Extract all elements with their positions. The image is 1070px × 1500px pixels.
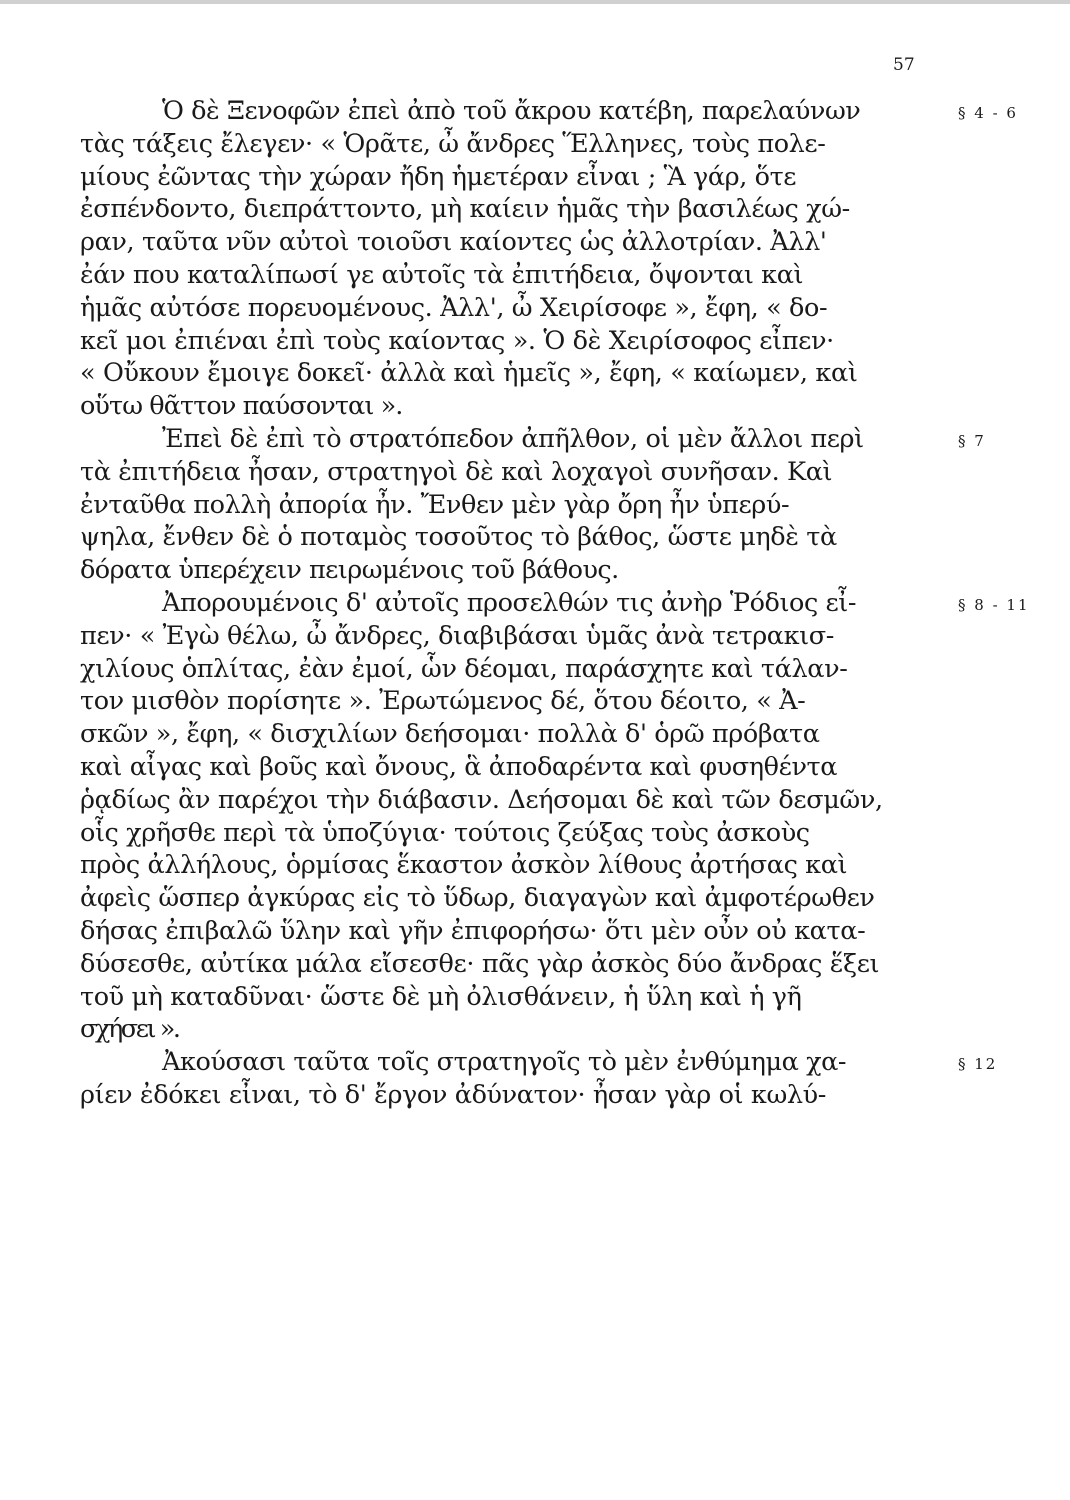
paragraph: [80, 587, 940, 1046]
text-line: καὶ αἶγας καὶ βοῦς καὶ ὄνους, ἃ ἀποδαρέντα καὶ φυσηθέντα: [80, 751, 838, 782]
text-line: πεν· « Ἐγὼ θέλω, ὦ ἄνδρες, διαβιβάσαι ὑμᾶς ἀνὰ τετρακισ-: [80, 620, 835, 651]
text-line: σχήσει ».: [80, 1014, 179, 1045]
text-line: δήσας ἐπιβαλῶ ὕλην καὶ γῆν ἐπιφορήσω· ὅτι μὲν οὖν οὐ κατα-: [80, 915, 866, 946]
text-line: οὕτω θᾶττον παύσονται ».: [80, 391, 403, 422]
text-line: ἐάν που καταλίπωσί γε αὐτοῖς τὰ ἐπιτήδεια, ὄψονται καὶ: [80, 259, 804, 290]
text-line: ραν, ταῦτα νῦν αὐτοὶ τοιοῦσι καίοντες ὡς ἀλλοτρίαν. Ἀλλ': [80, 227, 827, 258]
text-line: τὰς τάξεις ἔλεγεν· « Ὁρᾶτε, ὦ ἄνδρες Ἕλληνες, τοὺς πολε-: [80, 128, 826, 159]
text-line: « Οὔκουν ἔμοιγε δοκεῖ· ἀλλὰ καὶ ἡμεῖς », ἔφη, « καίωμεν, καὶ: [80, 358, 858, 389]
text-line: πρὸς ἀλλήλους, ὁρμίσας ἕκαστον ἀσκὸν λίθους ἀρτήσας καὶ: [80, 850, 848, 881]
text-line: Ἀκούσασι ταῦτα τοῖς στρατηγοῖς τὸ μὲν ἐνθύμημα χα-: [162, 1047, 847, 1078]
text-line: τοῦ μὴ καταδῦναι· ὥστε δὲ μὴ ὀλισθάνειν, ἡ ὕλη καὶ ἡ γῆ: [80, 981, 802, 1012]
text-line: ἐσπένδοντο, διεπράττοντο, μὴ καίειν ἡμᾶς τὴν βασιλέως χώ-: [80, 194, 850, 225]
text-line: Ἐπεὶ δὲ ἐπὶ τὸ στρατόπεδον ἀπῆλθον, οἱ μὲν ἄλλοι περὶ: [162, 423, 864, 454]
paragraph: [80, 1046, 940, 1112]
paragraph: [80, 423, 940, 587]
text-line: μίους ἐῶντας τὴν χώραν ἤδη ἡμετέραν εἶναι ; Ἃ γάρ, ὅτε: [80, 161, 797, 192]
section-reference: § 4 - 6: [958, 104, 1018, 122]
text-line: οἷς χρῆσθε περὶ τὰ ὑποζύγια· τούτοις ζεύξας τοὺς ἀσκοὺς: [80, 817, 810, 848]
text-line: ἐνταῦθα πολλὴ ἀπορία ἦν. Ἔνθεν μὲν γὰρ ὄρη ἦν ὑπερύ-: [80, 489, 790, 520]
text-line: ρίεν ἐδόκει εἶναι, τὸ δ' ἔργον ἀδύνατον· ἦσαν γὰρ οἱ κωλύ-: [80, 1079, 827, 1110]
text-line: τὰ ἐπιτήδεια ἦσαν, στρατηγοὶ δὲ καὶ λοχαγοὶ συνῆσαν. Καὶ: [80, 456, 833, 487]
text-line: χιλίους ὁπλίτας, ἐὰν ἐμοί, ὧν δέομαι, παράσχητε καὶ τάλαν-: [80, 653, 848, 684]
paragraph: [80, 95, 940, 423]
text-line: ψηλα, ἔνθεν δὲ ὁ ποταμὸς τοσοῦτος τὸ βάθος, ὥστε μηδὲ τὰ: [80, 522, 837, 553]
text-line: δύσεσθε, αὐτίκα μάλα εἴσεσθε· πᾶς γὰρ ἀσκὸς δύο ἄνδρας ἕξει: [80, 948, 880, 979]
text-line: ῥᾳδίως ἂν παρέχοι τὴν διάβασιν. Δεήσομαι δὲ καὶ τῶν δεσμῶν,: [80, 784, 883, 815]
section-reference: § 7: [958, 432, 986, 450]
text-line: ἀφεὶς ὥσπερ ἀγκύρας εἰς τὸ ὕδωρ, διαγαγὼν καὶ ἀμφοτέρωθεν: [80, 883, 875, 914]
text-line: Ἀπορουμένοις δ' αὐτοῖς προσελθών τις ἀνὴρ Ῥόδιος εἶ-: [162, 587, 857, 618]
text-line: κεῖ μοι ἐπιέναι ἐπὶ τοὺς καίοντας ». Ὁ δὲ Χειρίσοφος εἶπεν·: [80, 325, 834, 356]
text-line: Ὁ δὲ Ξενοφῶν ἐπεὶ ἀπὸ τοῦ ἄκρου κατέβη, παρελαύνων: [162, 96, 861, 126]
text-line: τον μισθὸν πορίσητε ». Ἐρωτώμενος δέ, ὅτου δέοιτο, « Ἀ-: [80, 686, 806, 717]
page-text: [80, 95, 1030, 1112]
text-line: σκῶν », ἔφη, « δισχιλίων δεήσομαι· πολλὰ δ' ὁρῶ πρόβατα: [80, 719, 820, 750]
page-top-edge: [0, 0, 1070, 4]
section-reference: § 12: [958, 1055, 998, 1073]
text-line: ἡμᾶς αὐτόσε πορευομένους. Ἀλλ', ὦ Χειρίσοφε », ἔφη, « δο-: [80, 292, 828, 323]
page-number: 57: [893, 55, 915, 75]
section-reference: § 8 - 11: [958, 596, 1030, 614]
text-line: δόρατα ὑπερέχειν πειρωμένοις τοῦ βάθους.: [80, 555, 619, 586]
